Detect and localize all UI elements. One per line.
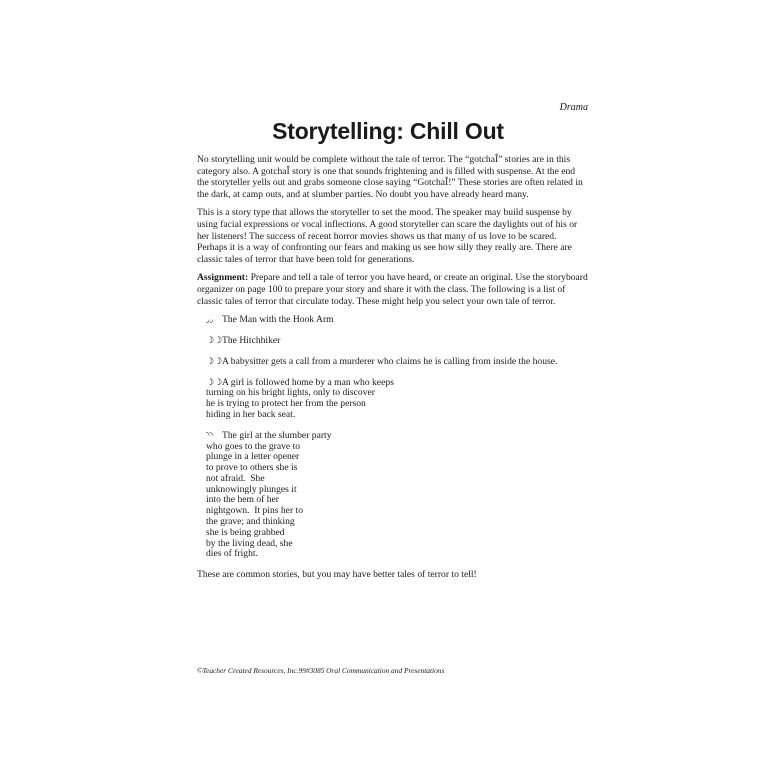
moon-bullet-icon: ☽☽ xyxy=(206,334,223,345)
list-item xyxy=(206,430,589,561)
list-item-text: The girl at the slumber party who goes to the grave to plunge in a letter opener to prove to others she is not afraid. She unknowingly plunges it into the hem of her nightgown. It pins her to the grave; and thinking she is being grabbed by the living dead, she dies of fright. xyxy=(206,429,332,560)
tales-list xyxy=(197,314,589,560)
list-item xyxy=(206,335,589,347)
mood-paragraph: This is a story type that allows the storyteller to set the mood. The speaker may build suspense by using facial expressions or vocal inflections. A good storyteller can scare the daylights out of his or her listeners! The success of recent horror movies shows us that many of us love to be scared. Perhaps it is a way of confronting our fears and making us see how silly they really are. There are classic tales of terror that have been told for generations. xyxy=(197,207,578,265)
list-item-text: The Hitchhiker xyxy=(222,334,281,346)
section-label: Drama xyxy=(559,102,588,113)
list-item xyxy=(206,377,589,421)
list-item xyxy=(206,356,589,368)
assignment-label: Assignment: xyxy=(197,272,249,284)
footer-credit: ©Teacher Created Resources, Inc.99#3085 Oral Communication and Presentations xyxy=(197,666,445,675)
assignment-text: Prepare and tell a tale of terror you have heard, or create an original. Use the storyboard organizer on page 100 to prepare your story and share it with the class. The following is a list of classic tales of terror that circulate today. These might help you select your own tale of terror. xyxy=(197,272,588,307)
assignment-paragraph xyxy=(197,272,589,307)
body-text xyxy=(197,154,589,588)
list-item-text: A babysitter gets a call from a murderer who claims he is calling from inside the house. xyxy=(222,355,558,367)
moon-bullet-icon: ☽☽ xyxy=(206,376,223,387)
list-item-text: The Man with the Hook Arm xyxy=(222,314,334,326)
closing-line: These are common stories, but you may have better tales of terror to tell! xyxy=(197,569,477,581)
moon-bullet-icon: ☽☽ xyxy=(206,355,223,366)
list-item xyxy=(206,314,589,326)
list-item-text: A girl is followed home by a man who keeps turning on his bright lights, only to discover he is trying to protect her from the person hiding in her back seat. xyxy=(206,376,394,420)
moon-bullet-icon: ◝◝ xyxy=(206,429,213,440)
moon-bullet-icon: ◞◞ xyxy=(206,314,213,325)
intro-paragraph: No storytelling unit would be complete without the tale of terror. The “gotchaÎ” stories are in this category also. A gotchaÎ story is one that sounds frightening and is filled with suspense. At the end the storyteller yells out and grabs someone close saying “GotchaÎ!” These stories are often related in the dark, at camp outs, and at slumber parties. No doubt you have already heard many. xyxy=(197,154,583,200)
page-title: Storytelling: Chill Out xyxy=(272,118,504,144)
